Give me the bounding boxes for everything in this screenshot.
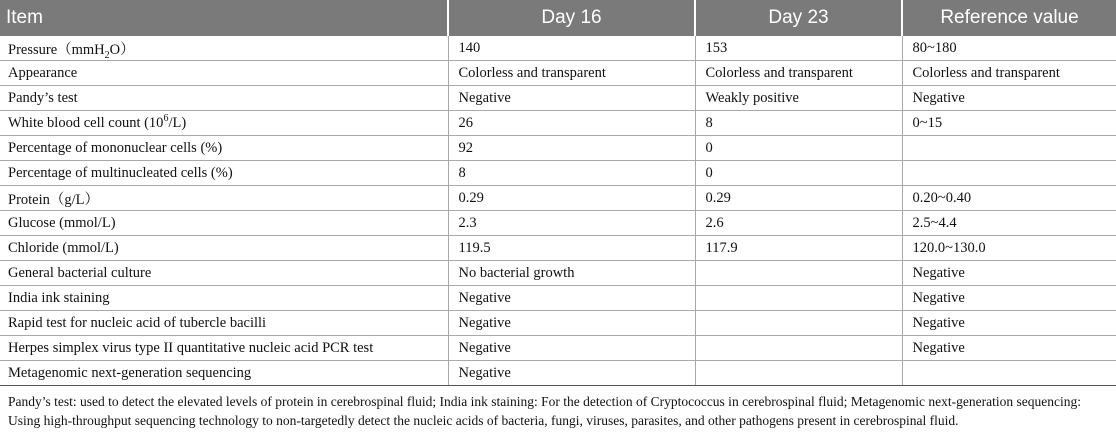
day16-cell: No bacterial growth [448, 261, 695, 286]
item-subscript: 2 [104, 49, 110, 61]
day16-cell: 2.3 [448, 211, 695, 236]
day16-cell: 119.5 [448, 236, 695, 261]
day23-cell [695, 286, 902, 311]
item-cell [0, 111, 448, 136]
reference-cell: Negative [902, 336, 1116, 361]
table-row [0, 36, 1116, 61]
reference-cell: Negative [902, 86, 1116, 111]
item-cell [0, 361, 448, 386]
day23-cell [695, 361, 902, 386]
reference-cell: 120.0~130.0 [902, 236, 1116, 261]
table-row [0, 211, 1116, 236]
item-cell [0, 86, 448, 111]
table-row [0, 336, 1116, 361]
day23-cell: 0.29 [695, 186, 902, 211]
item-cell [0, 286, 448, 311]
item-label: White blood cell count (10 [8, 114, 164, 131]
item-label: Pressure（mmH [8, 41, 105, 58]
header-day23: Day 23 [695, 0, 902, 36]
reference-cell [902, 361, 1116, 386]
header-reference-value: Reference value [902, 0, 1116, 36]
item-label: Percentage of multinucleated cells (%) [8, 164, 233, 181]
item-label: Herpes simplex virus type II quantitative nucleic acid PCR test [8, 339, 374, 356]
day16-cell: 0.29 [448, 186, 695, 211]
table-row [0, 236, 1116, 261]
table-header-row [0, 0, 1116, 36]
item-label: Percentage of mononuclear cells (%) [8, 139, 223, 156]
day16-cell: Colorless and transparent [448, 61, 695, 86]
reference-cell: 0.20~0.40 [902, 186, 1116, 211]
reference-cell: 80~180 [902, 36, 1116, 61]
reference-cell: Negative [902, 311, 1116, 336]
day16-cell: 140 [448, 36, 695, 61]
item-cell [0, 36, 448, 61]
item-label: Appearance [8, 64, 78, 81]
item-superscript: 6 [163, 112, 169, 124]
item-label: Metagenomic next-generation sequencing [8, 364, 252, 381]
item-cell [0, 161, 448, 186]
day16-cell: Negative [448, 361, 695, 386]
day16-cell: 92 [448, 136, 695, 161]
header-item: Item [0, 0, 448, 36]
reference-cell: 0~15 [902, 111, 1116, 136]
item-cell [0, 336, 448, 361]
day16-cell: Negative [448, 336, 695, 361]
day23-cell [695, 311, 902, 336]
day23-cell: 117.9 [695, 236, 902, 261]
item-label: Glucose (mmol/L) [8, 214, 116, 231]
item-label: Rapid test for nucleic acid of tubercle bacilli [8, 314, 267, 331]
table-row [0, 161, 1116, 186]
item-cell [0, 186, 448, 211]
item-label: India ink staining [8, 289, 110, 306]
item-label-suffix: /L) [168, 114, 187, 131]
reference-cell: Negative [902, 286, 1116, 311]
table-row [0, 361, 1116, 386]
item-label: Protein（g/L） [8, 191, 100, 208]
table-body [0, 36, 1116, 386]
reference-cell [902, 136, 1116, 161]
item-cell [0, 211, 448, 236]
day16-cell: Negative [448, 86, 695, 111]
item-cell [0, 136, 448, 161]
table-row [0, 61, 1116, 86]
table-row [0, 86, 1116, 111]
table-row [0, 111, 1116, 136]
day23-cell: 2.6 [695, 211, 902, 236]
reference-cell: Colorless and transparent [902, 61, 1116, 86]
item-label: Chloride (mmol/L) [8, 239, 119, 256]
day23-cell: 0 [695, 161, 902, 186]
item-label: General bacterial culture [8, 264, 152, 281]
day16-cell: 26 [448, 111, 695, 136]
item-cell [0, 61, 448, 86]
item-label: Pandy’s test [8, 89, 78, 106]
header-day16: Day 16 [448, 0, 695, 36]
reference-cell [902, 161, 1116, 186]
reference-cell: 2.5~4.4 [902, 211, 1116, 236]
day16-cell: Negative [448, 286, 695, 311]
day23-cell: 0 [695, 136, 902, 161]
day23-cell: Colorless and transparent [695, 61, 902, 86]
day23-cell [695, 261, 902, 286]
item-label-suffix: O） [109, 41, 135, 58]
table-row [0, 261, 1116, 286]
item-cell [0, 311, 448, 336]
table-footnote: Pandy’s test: used to detect the elevated levels of protein in cerebrospinal fluid; India ink staining: For the detection of Cryptococcus in cerebrospinal fluid; Metagenomic next-generation sequencing: Using high-throughput sequencing technology to non-targetedly detect the nucleic acids of bacteria, fungi, viruses, parasites, and other pathogens present in cerebrospinal fluid. [8, 394, 1081, 428]
reference-cell: Negative [902, 261, 1116, 286]
day23-cell: 8 [695, 111, 902, 136]
day16-cell: Negative [448, 311, 695, 336]
table-row [0, 186, 1116, 211]
day16-cell: 8 [448, 161, 695, 186]
item-cell [0, 261, 448, 286]
table-row [0, 286, 1116, 311]
day23-cell [695, 336, 902, 361]
day23-cell: Weakly positive [695, 86, 902, 111]
day23-cell: 153 [695, 36, 902, 61]
item-cell [0, 236, 448, 261]
table-row [0, 136, 1116, 161]
table-row [0, 311, 1116, 336]
